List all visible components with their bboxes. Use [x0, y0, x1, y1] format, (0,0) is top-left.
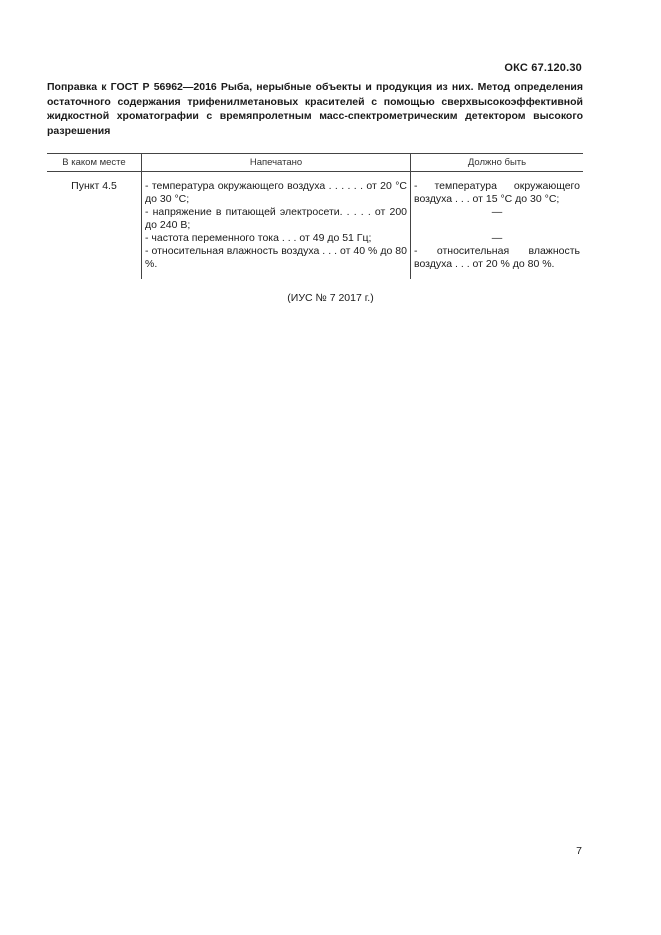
table-row	[47, 172, 583, 207]
column-header-printed: Напечатано	[142, 154, 411, 172]
source-reference: (ИУС № 7 2017 г.)	[287, 292, 374, 304]
correct-cell: - температура окружающего воздуха . . . от 15 °С до 30 °С;	[411, 172, 584, 207]
classification-code: ОКС 67.120.30	[504, 62, 582, 74]
printed-cell: - напряжение в питающей электросети. . . . . от 200 до 240 В;	[142, 206, 411, 232]
printed-cell: - температура окружающего воздуха . . . . . . от 20 °С до 30 °С;	[142, 172, 411, 207]
column-header-place: В каком месте	[47, 154, 142, 172]
table-header-row	[47, 154, 583, 172]
document-title: Поправка к ГОСТ Р 56962—2016 Рыба, нерыбные объекты и продукция из них. Метод определения остаточного содержания трифенилметановых красителей с помощью сверхвысокоэффективной жидкостной хроматографии с времяпролетным масс-спектрометрическим детектором высокого разрешения	[47, 81, 583, 137]
correct-cell: —	[411, 206, 584, 232]
printed-cell: - относительная влажность воздуха . . . от 40 % до 80 %.	[142, 245, 411, 279]
correct-cell: —	[411, 232, 584, 245]
page-number: 7	[576, 845, 582, 857]
printed-cell: - частота переменного тока . . . от 49 до 51 Гц;	[142, 232, 411, 245]
column-header-correct: Должно быть	[411, 154, 584, 172]
amendment-table	[47, 153, 583, 279]
correct-cell: - относительная влажность воздуха . . . от 20 % до 80 %.	[411, 245, 584, 279]
place-cell: Пункт 4.5	[71, 180, 117, 192]
